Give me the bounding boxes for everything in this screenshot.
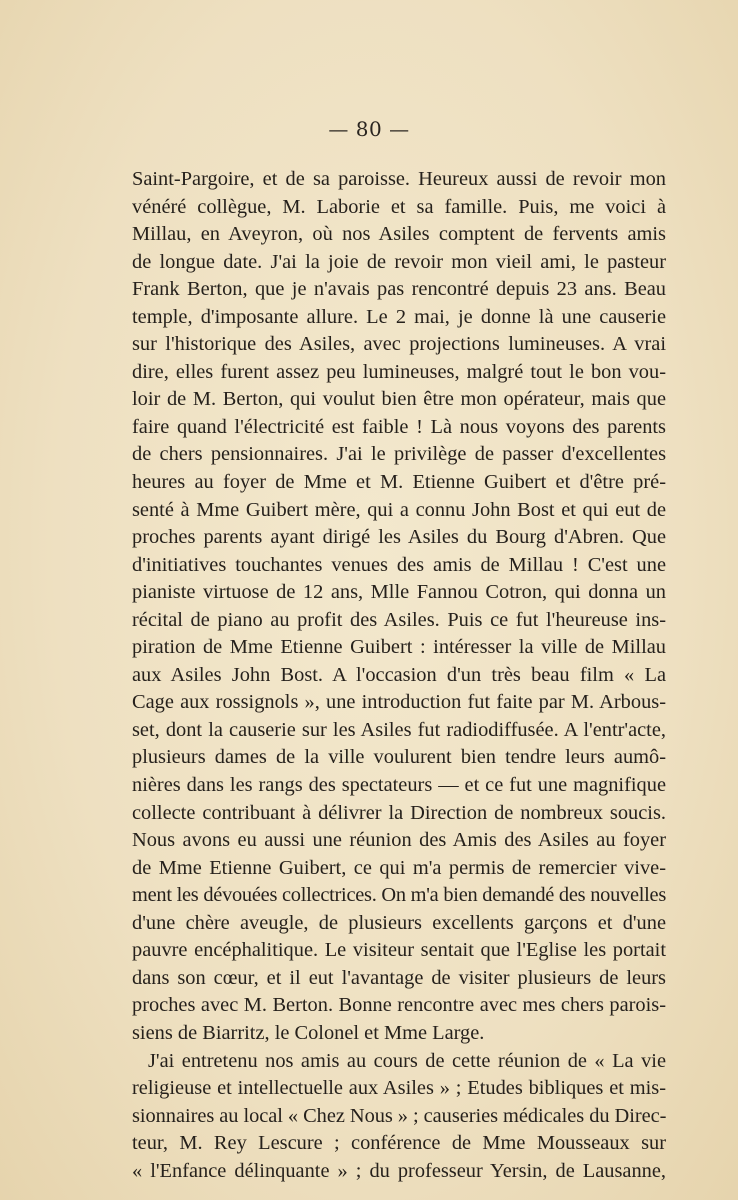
page-number: — 80 — bbox=[328, 117, 410, 141]
text-line: sur l'historique des Asiles, avec projections lumineuses. A vrai bbox=[132, 333, 666, 356]
text-line: faire quand l'électricité est faible ! Là nous voyons des parents bbox=[132, 415, 666, 438]
text-line: piration de Mme Etienne Guibert : intéresser la ville de Millau bbox=[132, 636, 666, 659]
text-line: religieuse et intellectuelle aux Asiles » ; Etudes bibliques et mis- bbox=[132, 1077, 666, 1100]
text-line: heures au foyer de Mme et M. Etienne Guibert et d'être pré- bbox=[132, 471, 666, 494]
body-text bbox=[132, 166, 666, 1185]
paragraph bbox=[132, 1048, 666, 1186]
text-line: proches parents ayant dirigé les Asiles du Bourg d'Abren. Que bbox=[132, 526, 666, 549]
text-line: proches avec M. Berton. Bonne rencontre avec mes chers parois- bbox=[132, 994, 666, 1017]
text-line: teur, M. Rey Lescure ; conférence de Mme Mousseaux sur bbox=[132, 1132, 666, 1155]
text-line: Saint-Pargoire, et de sa paroisse. Heureux aussi de revoir mon bbox=[132, 168, 666, 190]
text-line: d'une chère aveugle, de plusieurs excellents garçons et d'une bbox=[132, 911, 666, 934]
text-line: loir de M. Berton, qui voulut bien être mon opérateur, mais que bbox=[132, 388, 666, 411]
text-line: pianiste virtuose de 12 ans, Mlle Fannou Cotron, qui donna un bbox=[132, 581, 666, 604]
text-line: de longue date. J'ai la joie de revoir mon vieil ami, le pasteur bbox=[132, 250, 666, 273]
text-line: dans son cœur, et il eut l'avantage de visiter plusieurs de leurs bbox=[132, 966, 666, 989]
text-line: pauvre encéphalitique. Le visiteur sentait que l'Eglise les portait bbox=[132, 939, 666, 962]
text-line: aux Asiles John Bost. A l'occasion d'un très beau film « La bbox=[132, 663, 666, 686]
text-line: d'initiatives touchantes venues des amis de Millau ! C'est une bbox=[132, 553, 666, 576]
text-line: nières dans les rangs des spectateurs — et ce fut une magnifique bbox=[132, 774, 666, 797]
text-line: set, dont la causerie sur les Asiles fut radiodiffusée. A l'entr'acte, bbox=[132, 718, 666, 741]
text-line: « l'Enfance délinquante » ; du professeur Yersin, de Lausanne, bbox=[132, 1159, 666, 1182]
text-line: Cage aux rossignols », une introduction fut faite par M. Arbous- bbox=[132, 691, 666, 714]
text-line: Nous avons eu aussi une réunion des Amis des Asiles au foyer bbox=[132, 829, 666, 852]
text-line: temple, d'imposante allure. Le 2 mai, je donne là une causerie bbox=[132, 305, 666, 328]
text-line: Millau, en Aveyron, où nos Asiles comptent de fervents amis bbox=[132, 223, 666, 246]
text-line: sionnaires au local « Chez Nous » ; causeries médicales du Direc- bbox=[132, 1104, 667, 1127]
text-line: de Mme Etienne Guibert, ce qui m'a permis de remercier vive- bbox=[132, 856, 666, 879]
text-line: ment les dévouées collectrices. On m'a bien demandé des nouvelles bbox=[132, 884, 666, 907]
text-line: récital de piano au profit des Asiles. Puis ce fut l'heureuse ins- bbox=[132, 608, 666, 631]
text-line: senté à Mme Guibert mère, qui a connu John Bost et qui eut de bbox=[132, 498, 666, 521]
text-line: collecte contribuant à délivrer la Direction de nombreux soucis. bbox=[132, 801, 666, 824]
text-line: de chers pensionnaires. J'ai le privilège de passer d'excellentes bbox=[132, 443, 666, 466]
text-line: dire, elles furent assez peu lumineuses, malgré tout le bon vou- bbox=[132, 360, 666, 383]
text-line: siens de Biarritz, le Colonel et Mme Large. bbox=[132, 1021, 485, 1044]
text-line: vénéré collègue, M. Laborie et sa famille. Puis, me voici à bbox=[132, 195, 666, 218]
text-line: Frank Berton, que je n'avais pas rencontré depuis 23 ans. Beau bbox=[132, 278, 666, 301]
paragraph bbox=[132, 166, 666, 1048]
text-line: plusieurs dames de la ville voulurent bien tendre leurs aumô- bbox=[132, 746, 666, 769]
text-line: J'ai entretenu nos amis au cours de cette réunion de « La vie bbox=[148, 1049, 666, 1072]
